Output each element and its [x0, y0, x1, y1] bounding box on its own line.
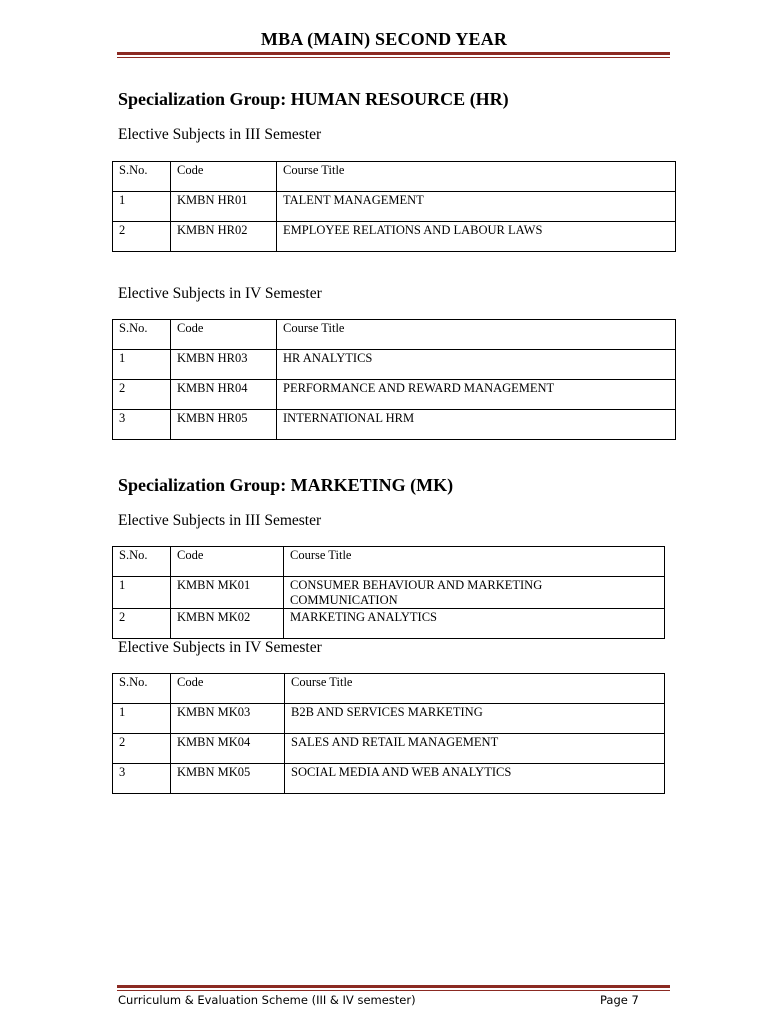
- column-header: Course Title: [277, 162, 676, 192]
- table-cell: KMBN MK05: [171, 764, 285, 794]
- table-cell: EMPLOYEE RELATIONS AND LABOUR LAWS: [277, 222, 676, 252]
- table-cell: 1: [113, 192, 171, 222]
- table-row: [113, 577, 665, 609]
- column-header: Code: [171, 162, 277, 192]
- table-header-row: [113, 320, 676, 350]
- table-row: [113, 410, 676, 440]
- column-header: Course Title: [285, 674, 665, 704]
- table-cell: 3: [113, 410, 171, 440]
- table-cell: CONSUMER BEHAVIOUR AND MARKETING COMMUNICATION: [284, 577, 665, 609]
- course-table-hr-sem4: [112, 319, 676, 440]
- table-cell: 2: [113, 222, 171, 252]
- table-cell: KMBN MK01: [171, 577, 284, 609]
- footer-scheme-label: Curriculum & Evaluation Scheme (III & IV semester): [118, 993, 416, 1007]
- table-cell: KMBN HR01: [171, 192, 277, 222]
- group-name: : HUMAN RESOURCE (HR): [280, 89, 509, 109]
- table-row: [113, 192, 676, 222]
- table-cell: B2B AND SERVICES MARKETING: [285, 704, 665, 734]
- column-header: Code: [171, 320, 277, 350]
- semester-heading: Elective Subjects in III Semester: [118, 512, 322, 529]
- table-cell: HR ANALYTICS: [277, 350, 676, 380]
- page-number: Page 7: [600, 993, 639, 1007]
- table-cell: KMBN MK03: [171, 704, 285, 734]
- table-cell: KMBN HR04: [171, 380, 277, 410]
- table-cell: 2: [113, 734, 171, 764]
- column-header: Code: [171, 547, 284, 577]
- group-label: Specialization Group: [118, 475, 281, 495]
- table-cell: 1: [113, 704, 171, 734]
- column-header: Course Title: [284, 547, 665, 577]
- table-cell: KMBN MK02: [171, 609, 284, 639]
- table-row: [113, 350, 676, 380]
- group-heading-hr: [118, 89, 509, 110]
- table-row: [113, 609, 665, 639]
- table-cell: 1: [113, 350, 171, 380]
- table-row: [113, 704, 665, 734]
- table-header-row: [113, 674, 665, 704]
- table-cell: 1: [113, 577, 171, 609]
- table-row: [113, 734, 665, 764]
- header-rule: [117, 52, 670, 55]
- course-table-hr-sem3: [112, 161, 676, 252]
- table-cell: KMBN HR05: [171, 410, 277, 440]
- table-row: [113, 222, 676, 252]
- table-row: [113, 380, 676, 410]
- group-heading-mk: [118, 475, 453, 496]
- table-cell: SALES AND RETAIL MANAGEMENT: [285, 734, 665, 764]
- column-header: Course Title: [277, 320, 676, 350]
- table-cell: KMBN MK04: [171, 734, 285, 764]
- table-cell: INTERNATIONAL HRM: [277, 410, 676, 440]
- table-cell: MARKETING ANALYTICS: [284, 609, 665, 639]
- course-table-mk-sem4: [112, 673, 665, 794]
- page-title: MBA (MAIN) SECOND YEAR: [260, 29, 508, 49]
- group-label: Specialization Group: [118, 89, 281, 109]
- table-row: [113, 764, 665, 794]
- column-header: S.No.: [113, 320, 171, 350]
- table-cell: SOCIAL MEDIA AND WEB ANALYTICS: [285, 764, 665, 794]
- column-header: S.No.: [113, 162, 171, 192]
- column-header: S.No.: [113, 547, 171, 577]
- table-cell: 2: [113, 609, 171, 639]
- semester-heading: Elective Subjects in III Semester: [118, 126, 322, 143]
- table-cell: 2: [113, 380, 171, 410]
- semester-heading: Elective Subjects in IV Semester: [118, 639, 322, 656]
- table-cell: KMBN HR02: [171, 222, 277, 252]
- table-header-row: [113, 162, 676, 192]
- table-cell: PERFORMANCE AND REWARD MANAGEMENT: [277, 380, 676, 410]
- table-cell: KMBN HR03: [171, 350, 277, 380]
- semester-heading: Elective Subjects in IV Semester: [118, 285, 322, 302]
- column-header: Code: [171, 674, 285, 704]
- column-header: S.No.: [113, 674, 171, 704]
- group-name: : MARKETING (MK): [280, 475, 454, 495]
- table-cell: TALENT MANAGEMENT: [277, 192, 676, 222]
- table-cell: 3: [113, 764, 171, 794]
- footer-rule-thin: [117, 990, 670, 991]
- footer-rule: [117, 985, 670, 988]
- table-header-row: [113, 547, 665, 577]
- header-rule-thin: [117, 57, 670, 58]
- course-table-mk-sem3: [112, 546, 665, 639]
